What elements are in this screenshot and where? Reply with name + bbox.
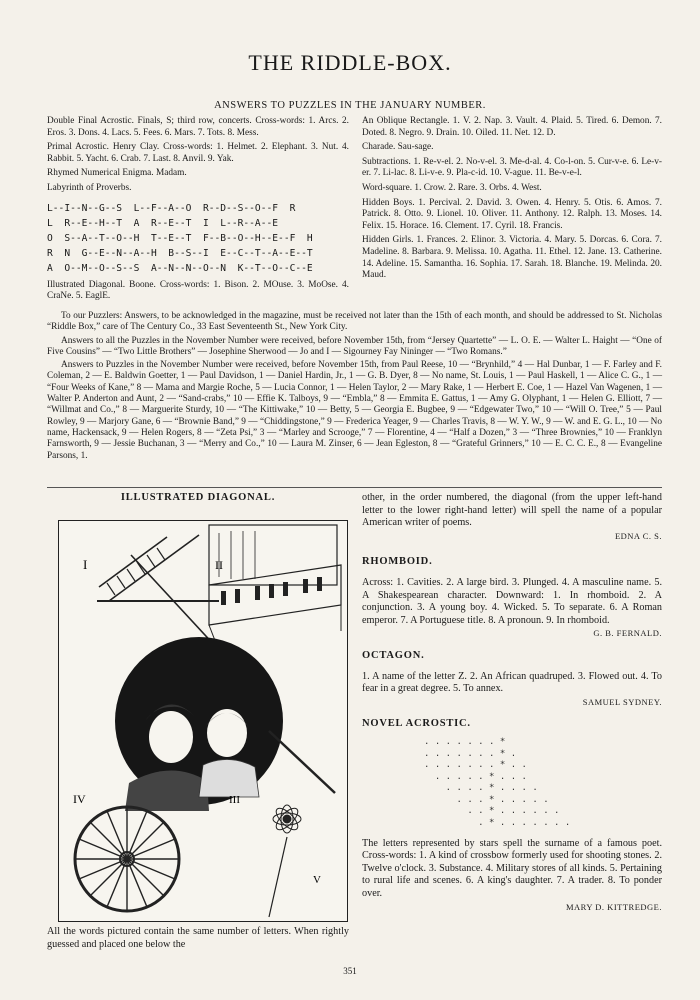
rhomboid-text: Across: 1. Cavities. 2. A large bird. 3. Plunged. 4. A masculine name. 5. A Shakespearean character. Downward: 1. In rhomboid. 2. A conjunction. 3. A young boy. 4. Wicked. 5. To separate. 6. A Roman emperor. 7. A Portuguese title. 8. A pronoun. 9. In rhomboid. [362,576,662,626]
figure-label-4: IV [73,792,86,806]
illustrated-diagonal-author: EDNA C. S. [614,530,662,541]
answer-charade: Charade. Sau-sage. [362,142,434,153]
answers-right-column [362,116,662,285]
acrostic-dot-row: . . . * . . . . . [424,794,549,805]
notice-to-puzzlers: To our Puzzlers: Answers, to be acknowledged in the magazine, must be received not later than the 15th of each month, and should be addressed to St. Nicholas “Riddle Box,” care of The Century Co., 33 East Seventeenth St., New York City. [47,311,662,333]
figure-label-2: II [215,558,223,572]
acrostic-dot-row: . . . . * . . . . [424,783,538,794]
answer-subtractions: Subtractions. 1. Re-v-el. 2. No-v-el. 3. Me-d-al. 4. Co-l-on. 5. Cur-v-e. 6. Le-v-er. 7. Li-lac. 8. Li-v-e. 9. Pla-c-id. 10. V-ague. 11. Be-v-e-l. [362,156,662,179]
daisy-illustration [269,805,301,917]
labyrinth-row: A O--M--O--S--S A--N--N--O--N K--T--O--C--E [47,262,313,274]
labyrinth-row: O S--A--T--O--H T--E--T F--B--O--H--E--F H [47,232,313,244]
page-number: 351 [343,966,357,976]
acrostic-dot-diagram [424,737,662,830]
acrostic-dot-row: . * . . . . . . . [424,818,571,829]
answer-double-final-acrostic: Double Final Acrostic. Finals, S; third row, concerts. Cross-words: 1. Arcs. 2. Eros. 3. Dons. 4. Lacs. 5. Fees. 6. Mars. 7. Tots. 8. Mess. [47,116,349,138]
answer-hidden-girls: Hidden Girls. 1. Frances. 2. Elinor. 3. Victoria. 4. Mary. 5. Dorcas. 6. Cora. 7. Madeline. 8. Barbara. 9. Melissa. 10. Agatha. 11. Ethel. 12. Jane. 13. Catherine. 14. Adeline. 15. Samantha. 16. Sophia. 17. Sarah. 18. Blanche. 19. Melinda. 20. Maud. [362,235,662,281]
piano-illustration [209,525,341,651]
answers-left-column [47,116,349,306]
octagon-author: SAMUEL SYDNEY. [582,696,662,707]
puzzler-notices [47,311,662,464]
labyrinth-row: L--I--N--G--S L--F--A--O R--D--S--O--F R [47,202,296,214]
notice-all-answers: Answers to all the Puzzles in the November Number were received, before November 15th, from “Jersey Quartette” — L. O. E. — Walter L. Haight — “One of Five Cousins” — “Two Little Brothers” — Josephine Sherwood — Jo and I — Sigourney Fay Nininger — “Two Romans.” [47,335,662,357]
acrostic-dot-row: . . * . . . . . . [424,806,560,817]
answer-illustrated-diagonal: Illustrated Diagonal. Boone. Cross-words: 1. Bison. 2. MOuse. 3. MoOse. 4. CraNe. 5. EaglE. [47,279,349,302]
notice-answers-list: Answers to Puzzles in the November Number were received, before November 15th, from Paul Reese, 10 — “Brynhild,” 4 — Hal Dunbar, 1 — F. Farley and F. Coleman, 2 — E. Baldwin Goetter, 1 — Paul Davidson, 1 — Daniel Hardin, Jr., 1 — G. B. Dyer, 8 — No name, St. Louis, 1 — Paul Haskell, 1 — Alice C. G., 1 — “Four Weeks of Kane,” 8 — Mama and Margie Roche, 5 — Lucia Connor, 1 — Helen Taylor, 2 — Mary Rake, 1 — Herbert E. Coe, 1 — Hazel Van Wagenen, 1 — Walter P. Anderton and Aunt, 2 — “Sand-crabs,” 10 — Effie K. Talboys, 9 — “Embla,” 8 — Emmita E. Gattus, 1 — Amy G. Olyphant, 1 — Helen G. Elliott, 7 — “Willmat and Co.,” 8 — Marguerite Sturdy, 10 — “The Kittiwake,” 10 — Betty, 5 — Georgia E. Bugbee, 9 — “Edgewater Two,” 10 — “Will O. Tree,” 5 — Paul Rowley, 9 — Marjory Gane, 6 — “Brownie Band,” 9 — “Chiddingstone,” 9 — Frederica Yeager, 9 — Charles Travis, 8 — W. Y. W., 9 — W. and E. G. L., 10 — No name, Hackensack, 9 — Helen Rogers, 8 — “Zeta Psi,” 3 — “Marley and Scrooge,” 7 — Florentine, 4 — “Half a Dozen,” 3 — “Three Brownies,” 10 — Franklyn Farnsworth, 9 — Jessie Buchanan, 3 — “Merry and Co.,” 10 — Laura M. Zinser, 6 — Jean Egleston, 8 — “Grateful Grinners,” 10 — E. C. C. E., 8 — Evangeline Parsons, 1. [47,360,662,461]
illustrated-diagonal-heading: ILLUSTRATED DIAGONAL. [120,492,276,503]
illustration-figure [58,520,348,922]
answer-oblique-rectangle: An Oblique Rectangle. 1. V. 2. Nap. 3. Vault. 4. Plaid. 5. Tired. 6. Demon. 7. Doted. 8. Negro. 9. Drain. 10. Oiled. 11. Net. 12. D. [362,116,662,138]
rhomboid-heading: RHOMBOID. [362,556,433,568]
answer-rhymed-enigma: Rhymed Numerical Enigma. Madam. [47,168,187,179]
acrostic-dot-row: . . . . . . . * . . [424,760,527,771]
illustration-drawing [59,521,347,921]
illustrated-diagonal-caption: All the words pictured contain the same number of letters. When rightly guessed and placed one below the [47,926,349,950]
figure-label-5: V [313,874,321,886]
page-title: THE RIDDLE-BOX. [248,50,452,75]
acrostic-dot-row: . . . . . . . * [424,736,506,747]
novel-acrostic-heading: NOVEL ACROSTIC. [362,718,471,730]
illustrated-diagonal-section [47,492,349,503]
labyrinth-grid [47,201,349,276]
acrostic-dot-row: . . . . . . . * . [424,748,517,759]
puzzles-right-column [362,492,662,913]
rhomboid-author: G. B. FERNALD. [593,628,662,639]
answers-heading: ANSWERS TO PUZZLES IN THE JANUARY NUMBER. [214,100,486,111]
section-divider [47,487,662,488]
novel-acrostic-text: The letters represented by stars spell the surname of a famous poet. Cross-words: 1. A kind of crossbow formerly used for shooting stones. 2. Twelve o'clock. 3. Substance. 4. Military stores of all kinds. 5. Pertaining to rural life and scenes. 6. A king's daughter. 7. A trader. 8. To ponder over. [362,837,662,900]
parasol-illustration [115,637,335,811]
acrostic-dot-row: . . . . . * . . . [424,771,527,782]
wheel-illustration [75,807,179,911]
figure-label-3: III [229,794,240,806]
answer-primal-acrostic: Primal Acrostic. Henry Clay. Cross-words: 1. Helmet. 2. Elephant. 3. Nut. 4. Rabbit. 5. Yacht. 6. Crab. 7. Last. 8. Anvil. 9. Yak. [47,142,349,164]
answer-word-square: Word-square. 1. Crow. 2. Rare. 3. Orbs. 4. West. [362,182,542,193]
answer-hidden-boys: Hidden Boys. 1. Percival. 2. David. 3. Owen. 4. Henry. 5. Otis. 6. Amos. 7. Patrick. 8. Otto. 9. Lionel. 10. Oliver. 11. Anthony. 12. Ralph. 13. Moses. 14. Felix. 15. Horace. 16. Clement. 17. Cyril. 18. Francis. [362,197,662,231]
answer-labyrinth-label: Labyrinth of Proverbs. [47,182,132,193]
labyrinth-row: L R--E--H--T A R--E--T I L--R--A--E [47,217,279,229]
figure-label-1: I [83,557,88,572]
novel-acrostic-author: MARY D. KITTREDGE. [565,901,662,912]
labyrinth-row: R N G--E--N--A--H B--S--I E--C--T--A--E--T [47,247,313,259]
octagon-text: 1. A name of the letter Z. 2. An African quadruped. 3. Flowed out. 4. To fear in a great degree. 5. To annex. [362,670,662,695]
octagon-heading: OCTAGON. [362,649,425,661]
illustrated-diagonal-continued: other, in the order numbered, the diagonal (from the upper left-hand letter to the lower right-hand letter) will spell the name of a popular American writer of poems. [362,492,662,529]
